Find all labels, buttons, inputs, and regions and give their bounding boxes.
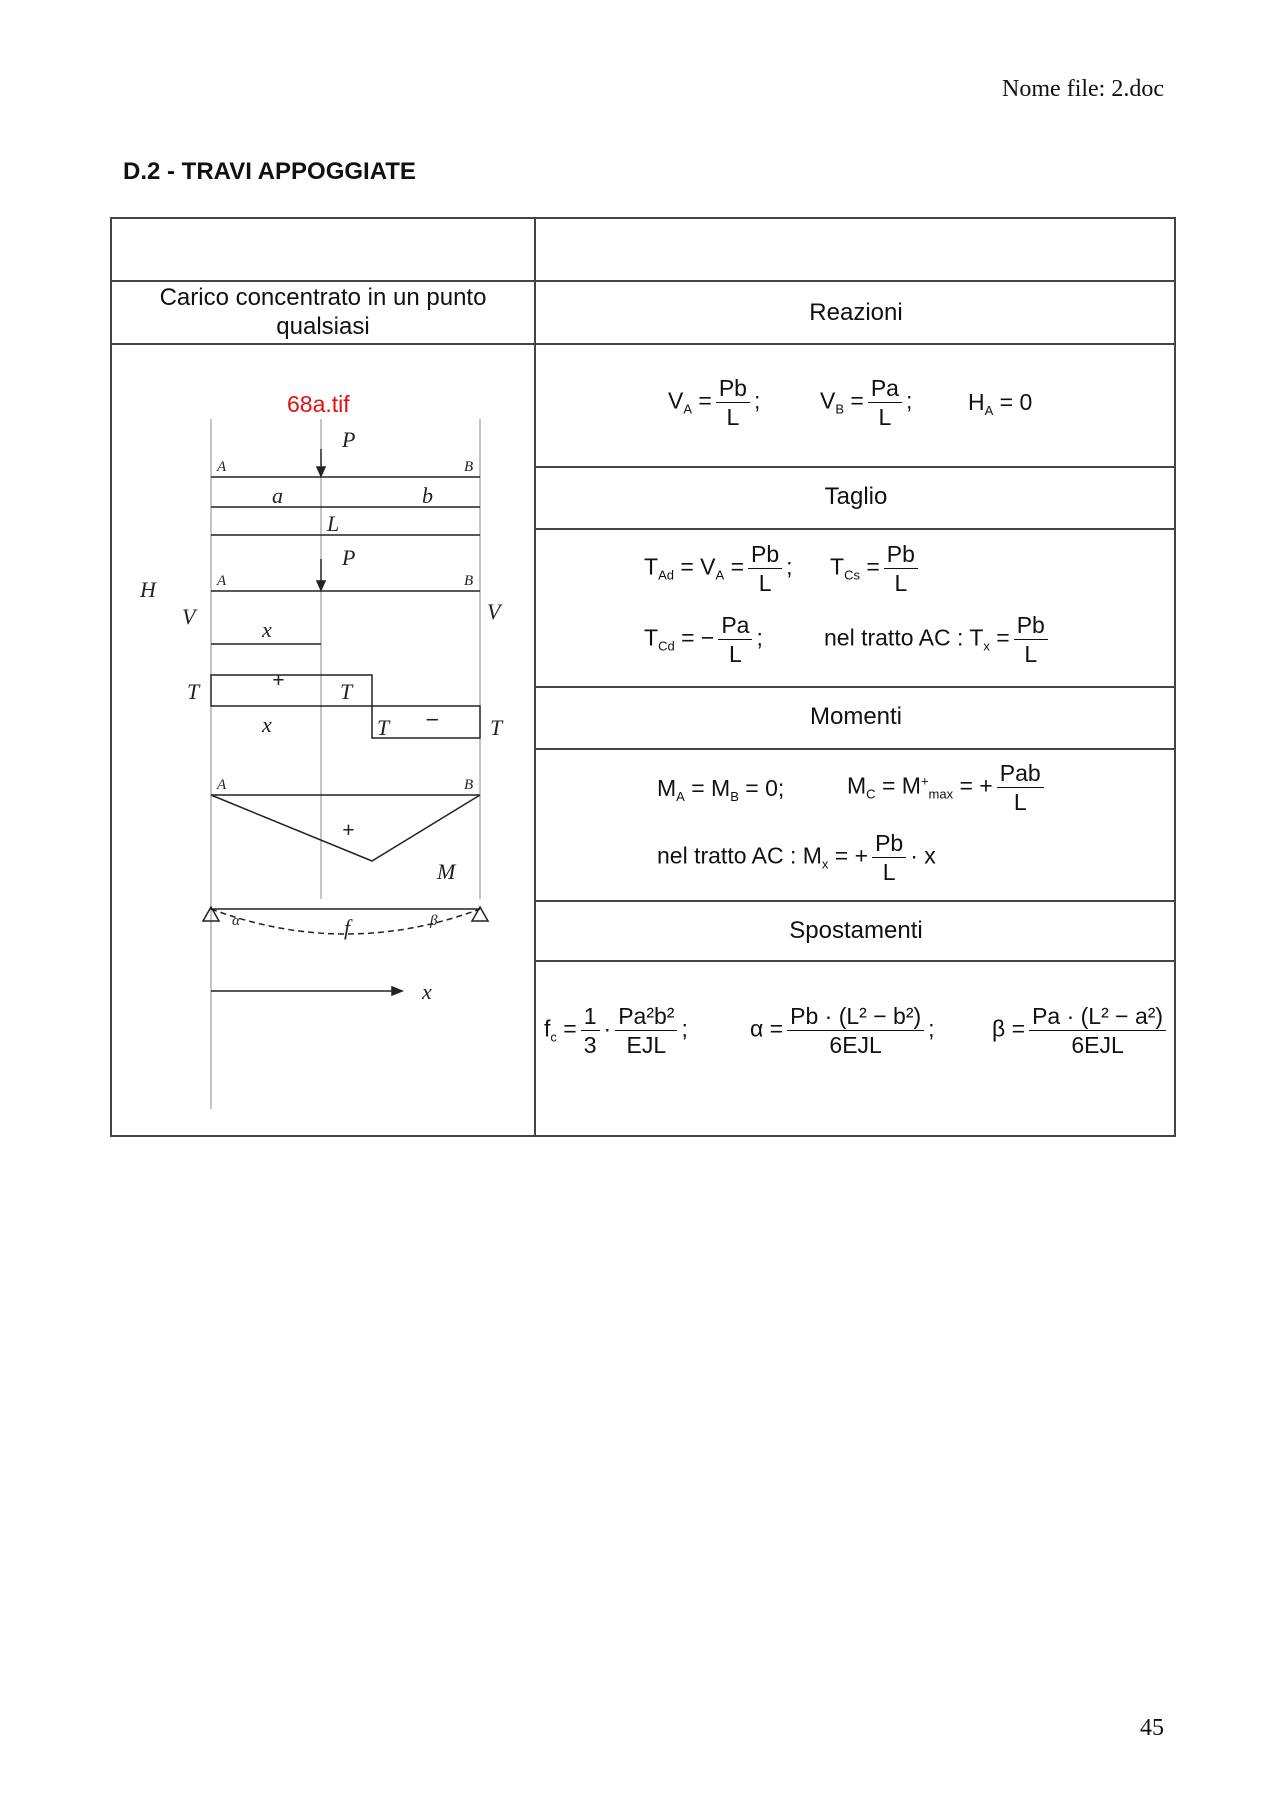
shear-tcd-formula: $T_{Cd}$ = − $\frac{Pa}{L}$ ;	[644, 612, 763, 667]
alpha-formula: α = $\frac{\text{Pb · (L² − b²)}}{\text{6EJL}}$ ;	[750, 1003, 935, 1058]
moments-heading: Momenti	[809, 703, 903, 730]
shear-tad-formula: $T_{Ad} = V_A$ = $\frac{Pb}{L}$ ;	[644, 541, 793, 596]
svg-text:P: P	[342, 427, 356, 452]
moment-max-formula: $M_C = M^+_{max}$ = + $\frac{\text{Pab}}{L}$	[847, 759, 1048, 816]
deflection-formula: $f_c$ = $\frac{1}{3}$ · $\frac{\text{Pa²b²}}{\text{EJL}}$ ;	[544, 1003, 688, 1058]
row-divider	[534, 748, 1174, 750]
svg-text:V: V	[487, 599, 501, 624]
svg-text:a: a	[272, 483, 283, 508]
svg-text:A: A	[217, 573, 227, 589]
section-title: D.2 - TRAVI APPOGGIATE	[123, 158, 416, 185]
row-divider	[534, 528, 1174, 530]
row-divider	[534, 900, 1174, 902]
svg-text:f: f	[344, 915, 351, 940]
svg-text:T: T	[187, 679, 200, 704]
shear-tx-formula: nel tratto AC : $T_x$ = $\frac{Pb}{L}$	[824, 611, 1052, 668]
file-name: Nome file: 2.doc	[1002, 76, 1164, 102]
moment-ends-formula: $M_A = M_B = 0$;	[657, 775, 785, 804]
svg-text:+: +	[342, 817, 355, 842]
svg-text:x: x	[422, 979, 432, 1004]
displacements-heading: Spostamenti	[789, 917, 923, 944]
svg-text:T: T	[490, 715, 503, 740]
svg-text:V: V	[182, 604, 196, 629]
row-divider	[534, 466, 1174, 468]
svg-text:–: –	[427, 705, 438, 730]
svg-text:B: B	[464, 777, 474, 793]
svg-text:β: β	[430, 913, 438, 929]
svg-text:T: T	[340, 679, 353, 704]
svg-text:H: H	[140, 577, 156, 602]
reactions-heading: Reazioni	[809, 299, 903, 326]
page-number: 45	[1140, 1715, 1164, 1741]
row-divider	[534, 960, 1174, 962]
formula-table	[110, 217, 1176, 1137]
row-divider	[534, 686, 1174, 688]
svg-text:b: b	[422, 483, 433, 508]
reaction-vb-formula: $V_B$ = $\frac{Pa}{L}$ ;	[820, 375, 913, 430]
shear-tcs-formula: $T_{Cs}$ = $\frac{Pb}{L}$	[830, 540, 922, 597]
row-divider	[112, 343, 1174, 345]
svg-text:+: +	[272, 667, 285, 692]
svg-text:A: A	[217, 459, 227, 475]
reaction-va-formula: $V_A$ = $\frac{Pb}{L}$ ;	[668, 375, 761, 430]
svg-text:L: L	[327, 511, 340, 536]
reaction-ha-formula: $H_A = 0$	[968, 389, 1033, 418]
svg-text:B: B	[464, 573, 474, 589]
svg-text:x: x	[262, 617, 272, 642]
svg-text:M: M	[437, 859, 456, 884]
moment-x-formula: nel tratto AC : $M_x$ = + $\frac{Pb}{L}$ · x	[657, 830, 936, 885]
image-filename-label: 68a.tif	[287, 391, 350, 417]
svg-text:B: B	[464, 459, 474, 475]
row-divider	[112, 280, 1174, 282]
beta-formula: β = $\frac{\text{Pa · (L² − a²)}}{\text{6EJL}}$	[992, 1002, 1170, 1059]
column-divider	[534, 219, 536, 1135]
svg-text:T: T	[377, 715, 390, 740]
svg-text:P: P	[342, 545, 356, 570]
load-case-label: Carico concentrato in un punto qualsiasi	[159, 284, 487, 340]
beam-diagram	[112, 419, 532, 1139]
svg-text:α: α	[232, 913, 240, 929]
shear-heading: Taglio	[824, 483, 888, 510]
svg-text:x: x	[262, 712, 272, 737]
svg-text:A: A	[217, 777, 227, 793]
